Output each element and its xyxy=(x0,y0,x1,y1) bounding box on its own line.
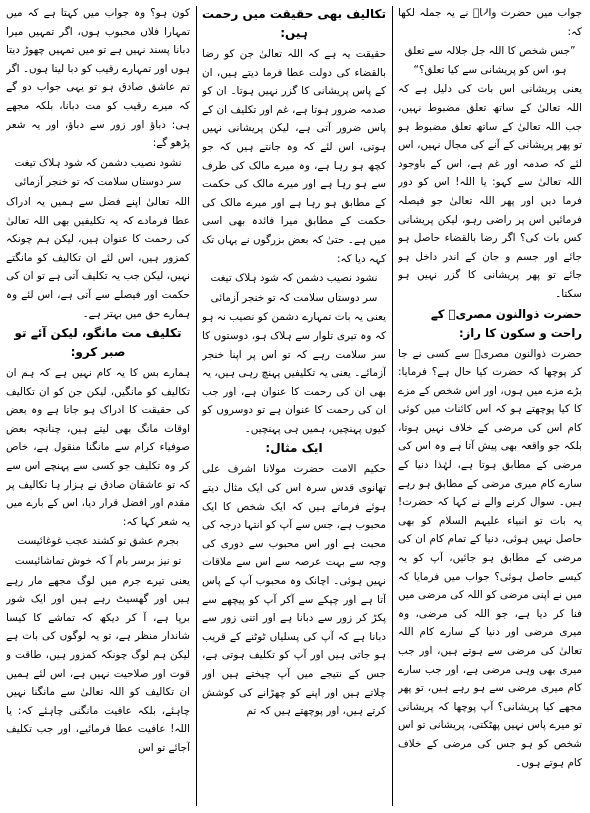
paragraph: کون ہو؟ وہ جواب میں کہتا ہے کہ میں تمہارا فلاں محبوب ہوں، اگر تمہیں میرا دبانا پسند نہیں ہے تو میں تمہیں چھوڑ دیتا ہوں اور تمہارے رقیب کو دبا لیتا ہوں۔ اگر تم عاشق صادق ہو تو یہی جواب دو گے کہ میرے رقیب کو مت دبانا، بلکہ مجھے ہی: دباؤ اور زور سے دباؤ، اور یہ شعر پڑھو گے: xyxy=(6,7,190,150)
column-left xyxy=(6,4,190,809)
column-middle xyxy=(202,4,386,809)
paragraph: یعنی یہ بات تمہارے دشمن کو نصیب نہ ہو کہ وہ تیری تلوار سے ہلاک ہو، دوستوں کا سر سلامت رہے کہ تو اس پر اپنا خنجر آزمائے۔ یعنی یہ تکلیفیں پہنچ رہی ہیں، یہ بھی ان کی رحمت کا عنوان ہے، اور جب ان کی رحمت کا عنوان ہے تو دوسروں کو کیوں پہنچیں، ہمیں ہی پہنچیں۔ xyxy=(202,311,386,435)
verse-line: بجرم عشق تو کشند عجب غوغائیست xyxy=(17,535,179,548)
paragraph: یعنی پریشانی اس بات کی دلیل ہے کہ اللہ تعالیٰ کے ساتھ تعلق مضبوط نہیں، جب اللہ تعالیٰ کے ساتھ تعلق مضبوط ہو تو پھر پریشانی کے آنے کی مجال نہیں، اس لئے کہ صدمہ اور غم ہے، اس کے باوجود اللہ تعالیٰ سے کہو: یا اللہ! اس کو دور فرما دیں اور پھر اللہ تعالیٰ جو فیصلہ فرمائیں اس پر راضی رہو، لیکن پریشانی کس بات کی؟ اگر رضا بالقضاء حاصل ہو جائے اور جسم و جان کے اندر داخل ہو جائے تو پھر پریشانی کا گزر نہیں ہو سکتا۔ xyxy=(398,83,582,300)
paragraph: حقیقت یہ ہے کہ اللہ تعالیٰ جن کو رضا بالقضاء کی دولت عطا فرما دیتے ہیں، ان کے پاس پریشانی کا گزر نہیں ہوتا۔ ان کو صدمہ ضرور ہوتا ہے، غم اور تکلیف ان کے پاس ضرور آتی ہے، لیکن پریشانی نہیں ہوتی، اس لئے کہ وہ جانتے ہیں کہ جو کچھ ہو رہا ہے، وہ میرے مالک کی طرف سے ہو رہا ہے اور میرے مالک کی حکمت کے مطابق ہو رہا ہے اور میرے مالک کی حکمت کے مطابق میرا فائدہ بھی اسی میں ہے۔ حتیٰ کہ بعض بزرگوں نے یہاں تک کہہ دیا کہ: xyxy=(202,48,386,265)
verse-line: سر دوستاں سلامت کہ تو خنجر آزمائی xyxy=(210,291,378,304)
verse-line: تو نیز برسر بام آ کہ خوش تماشائیست xyxy=(14,555,182,568)
paragraph: یعنی تیرے جرم میں لوگ مجھے مار رہے ہیں اور گھسیٹ رہے ہیں اور ایک شور برپا ہے، آ کر دیکھ کہ تماشے کا کیسا شاندار منظر ہے، تو یہ لوگوں کی بات ہے لیکن ہم لوگ چونکہ کمزور ہیں، طاقت و قوت اور صلاحیت نہیں ہے، اس لئے ہمیں ان تکالیف کو اللہ تعالیٰ سے مانگنا نہیں چاہئے، بلکہ عافیت مانگنی چاہئے کہ: یا اللہ! عافیت عطا فرمائیے، اور جب تکلیف آجائے تو اس xyxy=(6,574,190,754)
section-heading: حضرت ذوالنون مصریؒ کے راحت و سکون کا راز: xyxy=(430,306,582,340)
paragraph: حکیم الامت حضرت مولانا اشرف علی تھانوی قدس سرہ اس کی ایک مثال دیتے ہوئے فرماتے ہیں کہ ایک شخص کا ایک محبوب ہے، جس سے آپ کو انتہا درجہ کی محبت ہے اور اس محبوب سے دوری کی وجہ سے بہت عرصہ سے اس سے ملاقات نہیں ہوئی۔ اچانک وہ محبوب آپ کے پاس آتا ہے اور چپکے سے آکر آپ کو پیچھے سے پکڑ کر زور سے دبانا ہے اور اتنی زور سے دبانا ہے کہ آپ کی پسلیاں ٹوٹنے کے قریب ہو جاتی ہیں اور آپ کو تکلیف ہوتی ہے، جس کے نتیجے میں آپ چیختے ہیں اور چلاتے ہیں اور اپنے کو چھڑانے کی کوشش کرتے ہیں، اور پوچھتے ہیں کہ تم xyxy=(202,463,386,718)
verse-line: نشود نصیب دشمن کہ شود ہلاک تیغت xyxy=(14,156,182,169)
column-divider xyxy=(196,6,197,806)
verse-line: نشود نصیب دشمن کہ شود ہلاک تیغت xyxy=(210,272,378,285)
quote: ”جس شخص کا اللہ جل جلالہ سے تعلق ہو، اس کو پریشانی سے کیا تعلق؟“ xyxy=(404,45,576,76)
column-right xyxy=(398,4,582,809)
section-heading: ایک مثال: xyxy=(265,441,323,456)
section-heading: تکلیف مت مانگو، لیکن آئے تو صبر کرو: xyxy=(14,326,182,360)
verse-line: سر دوستاں سلامت کہ تو خنجر آزمائی xyxy=(14,176,182,189)
paragraph: اللہ تعالیٰ اپنے فضل سے ہمیں یہ ادراک عطا فرمادے کہ یہ تکلیفیں بھی اللہ تعالیٰ کی رحمت کا عنوان ہیں، لیکن ہم چونکہ کمزور ہیں، اس لئے ان تکالیف کو مانگتے نہیں، لیکن جب یہ تکلیف آتی ہے تو ان کی حکمت اور فیصلے سے آتی ہے، اس لئے وہ ہمارے حق میں بہتر ہے۔ xyxy=(6,195,190,320)
paragraph: ہمارے بس کا یہ کام نہیں ہے کہ ہم ان تکالیف کو مانگیں، لیکن جن کو ان تکالیف کی حقیقت کا ادراک ہو جاتا ہے وہ بعض اوقات مانگ بھی لیتے ہیں، چنانچہ بعض صوفیاء کرام سے مانگنا منقول ہے، خاص کر وہ تکلیف جو کسی سے پہنچے اس سے کہ تو عاشقان صادق نے ہزار ہا تکالیف پر مقدم اور افضل قرار دیا، اس کے بارے میں یہ شعر کہا کہ: xyxy=(6,367,190,528)
section-heading: تکالیف بھی حقیقت میں رحمت ہیں: xyxy=(202,7,386,40)
paragraph: حضرت ذوالنون مصریؒ سے کسی نے جا کر پوچھا کہ حضرت کیا حال ہے؟ فرمایا: بڑے مزے میں ہوں، اور اس شخص کے مزے کا کیا پوچھتے ہو کہ اس کائنات میں کوئی کام اس کی مرضی کے خلاف نہیں ہوتا، بلکہ جو واقعہ بھی پیش آتا ہے وہ اس کی مرضی کے مطابق ہوتا ہے، لہٰذا دنیا کے سارے کام میری مرضی کے مطابق ہو رہے ہیں۔ سوال کرنے والے نے کہا کہ حضرت! یہ بات تو انبیاء علیہم السلام کو بھی حاصل نہیں ہوئی، دنیا کے تمام کام ان کی مرضی کے مطابق ہو جائیں، آپ کو یہ کیسے حاصل ہوئی؟ جواب میں فرمایا کہ میں نے اپنی مرضی کو اللہ کی مرضی میں فنا کر دیا ہے، جو اللہ کی مرضی، وہ میری مرضی اور دنیا کے سارے کام اللہ تعالیٰ کی مرضی سے ہوتے ہیں، اور جب میری بھی وہی مرضی ہے، اور جب سارے کام میری مرضی سے ہو رہے ہیں، تو پھر مجھے کیا پریشانی؟ آپ پوچھا کہ پریشانی تو میرے پاس نہیں پھٹکتی، پریشانی تو اس شخص کو ہو جس کی مرضی کے خلاف کام ہوتے ہوں۔ xyxy=(398,347,582,769)
paragraph: جواب میں حضرت والاؒ نے یہ جملہ لکھا کہ: xyxy=(398,7,582,38)
column-divider xyxy=(392,6,393,806)
